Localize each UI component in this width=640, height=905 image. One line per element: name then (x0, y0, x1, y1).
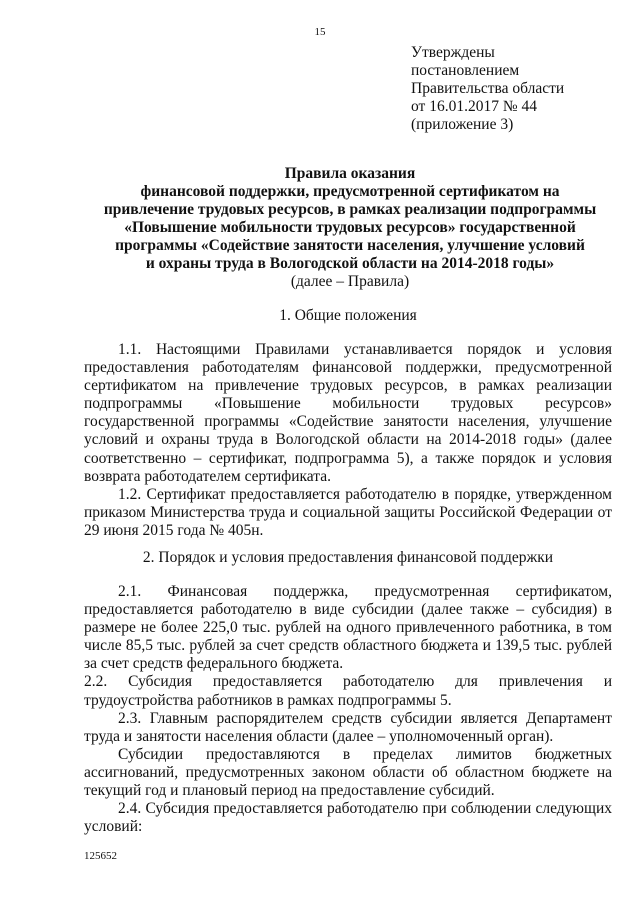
title-line: и охраны труда в Вологодской области на 2014-2018 годы» (145, 255, 555, 272)
paragraph-subsidy-limits: Субсидии предоставляются в пределах лимитов бюджетных ассигнований, предусмотренных законом области об областном бюджете на текущий год и плановый период на предоставление субсидий. (84, 745, 612, 800)
section-body-general (84, 341, 612, 540)
approval-line: постановлением (411, 62, 520, 79)
paragraph-1-2: 1.2. Сертификат предоставляется работодателю в порядке, утвержденном приказом Министерства труда и социальной защиты Российской Федерации от 29 июня 2015 года № 405н. (84, 485, 612, 539)
section-heading-procedure: 2. Порядок и условия предоставления финансовой поддержки (142, 549, 554, 566)
approval-line: Утверждены (411, 44, 495, 61)
page-number: 15 (314, 26, 326, 38)
paragraph-2-4: 2.4. Субсидия предоставляется работодателю при соблюдении следующих условий: (84, 800, 612, 836)
document-code: 125652 (84, 850, 117, 862)
title-line: «Повышение мобильности трудовых ресурсов» государственной (124, 219, 576, 236)
title-line: привлечение трудовых ресурсов, в рамках реализации подпрограммы (103, 201, 597, 218)
section-heading-general: 1. Общие положения (279, 307, 417, 324)
title-line: программы «Содействие занятости населения, улучшение условий (115, 237, 585, 254)
document-title (100, 165, 600, 291)
approval-line: (приложение 3) (411, 116, 514, 133)
paragraph-1-1: 1.1. Настоящими Правилами устанавливается порядок и условия предоставления работодателям финансовой поддержки, предусмотренной сертификатом на привлечение трудовых ресурсов, в рамках реализации подпрограммы «Повышение мобильности трудовых ресурсов» государственной программы «Содействие занятости населения, улучшение условий и охраны труда в Вологодской области на 2014-2018 годы» (далее соответственно – сертификат, подпрограмма 5), а также порядок и условия возврата работодателем сертификата. (84, 341, 612, 485)
paragraph-2-3: 2.3. Главным распорядителем средств субсидии является Департамент труда и занятости населения области (далее – уполномоченный орган). (84, 709, 612, 745)
approval-line: от 16.01.2017 № 44 (411, 98, 537, 115)
title-line: финансовой поддержки, предусмотренной сертификатом на (140, 183, 560, 200)
paragraph-2-2: 2.2. Субсидия предоставляется работодателю для привлечения и трудоустройства работников в рамках подпрограммы 5. (84, 673, 612, 709)
title-suffix: (далее – Правила) (290, 273, 410, 290)
paragraph-2-1: 2.1. Финансовая поддержка, предусмотренная сертификатом, предоставляется работодателю в виде субсидии (далее также – субсидия) в размере не более 225,0 тыс. рублей на одного привлеченного работника, в том числе 85,5 тыс. рублей за счет средств областного бюджета и 139,5 тыс. рублей за счет средств федерального бюджета. (84, 583, 612, 673)
approval-line: Правительства области (411, 80, 565, 97)
approval-stamp (411, 44, 564, 134)
title-line: Правила оказания (284, 165, 416, 182)
section-body-procedure (84, 583, 612, 836)
